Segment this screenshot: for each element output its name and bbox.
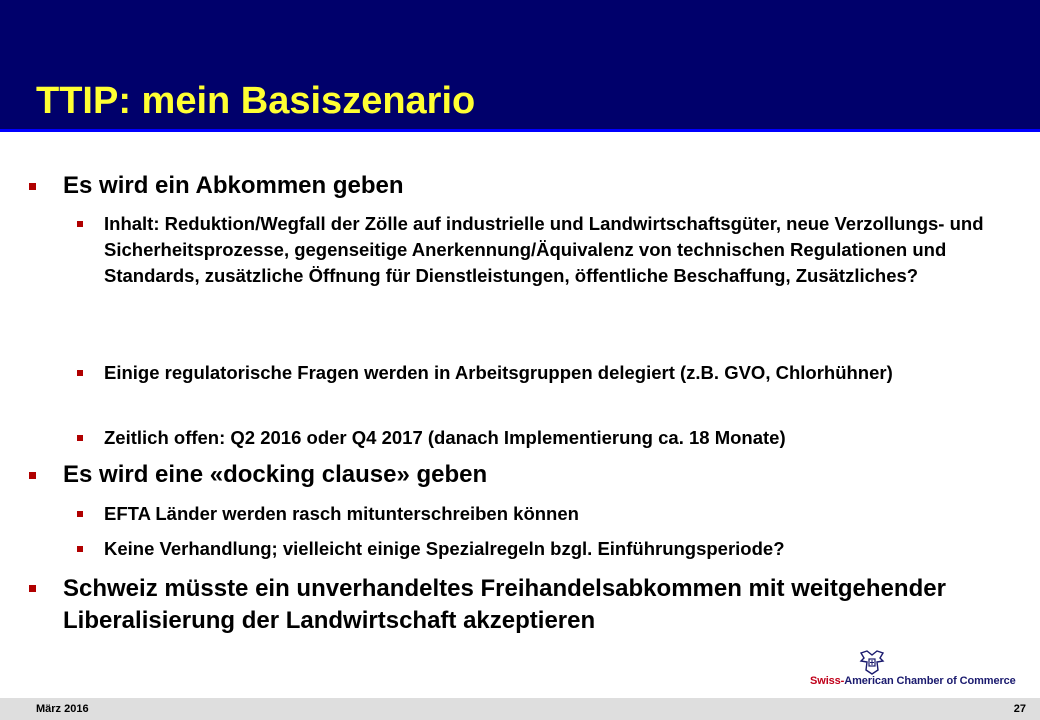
bullet-marker [77, 221, 83, 227]
header-divider [0, 129, 1040, 132]
eagle-crest-icon [858, 648, 886, 676]
bullet-text: Zeitlich offen: Q2 2016 oder Q4 2017 (danach Implementierung ca. 18 Monate) [104, 427, 786, 448]
bullet-marker [29, 183, 36, 190]
swiss-american-chamber-logo [810, 648, 1030, 692]
bullet-marker [29, 472, 36, 479]
footer-band [0, 698, 1040, 720]
bullet-level2 [104, 360, 904, 386]
bullet-text: Es wird eine «docking clause» geben [63, 461, 488, 488]
bullet-level2 [104, 211, 1004, 289]
bullet-text: Schweiz müsste ein unverhandeltes Freihandelsabkommen mit weitgehender Liberalisierung der Landwirtschaft akzeptieren [63, 575, 946, 634]
bullet-text: Inhalt: Reduktion/Wegfall der Zölle auf industrielle und Landwirtschaftsgüter, neue Verzollungs- und Sicherheitsprozesse, gegenseitige Anerkennung/Äquivalenz von technischen Regulationen und Standards, zusätzliche Öffnung für Dienstleistungen, öffentliche Beschaffung, Zusätzliches? [104, 213, 984, 286]
page-number: 27 [1013, 703, 1026, 715]
slide-title: TTIP: mein Basiszenario [36, 80, 476, 122]
bullet-level1 [63, 573, 963, 637]
bullet-marker [77, 546, 83, 552]
bullet-marker [77, 370, 83, 376]
bullet-marker [77, 435, 83, 441]
bullet-level2 [104, 425, 1024, 451]
bullet-marker [29, 585, 36, 592]
bullet-text: Es wird ein Abkommen geben [63, 172, 404, 199]
bullet-text: Keine Verhandlung; vielleicht einige Spezialregeln bzgl. Einführungsperiode? [104, 538, 785, 559]
bullet-level1 [63, 171, 1003, 201]
bullet-text: EFTA Länder werden rasch mitunterschreiben können [104, 503, 579, 524]
bullet-marker [77, 511, 83, 517]
logo-text: Swiss-American Chamber of Commerce [810, 675, 1016, 687]
bullet-text: Einige regulatorische Fragen werden in Arbeitsgruppen delegiert (z.B. GVO, Chlorhühner) [104, 362, 893, 383]
bullet-level2 [104, 536, 1024, 562]
bullet-level2 [104, 501, 1004, 527]
bullet-level1 [63, 460, 1003, 490]
footer-date: März 2016 [36, 703, 89, 715]
